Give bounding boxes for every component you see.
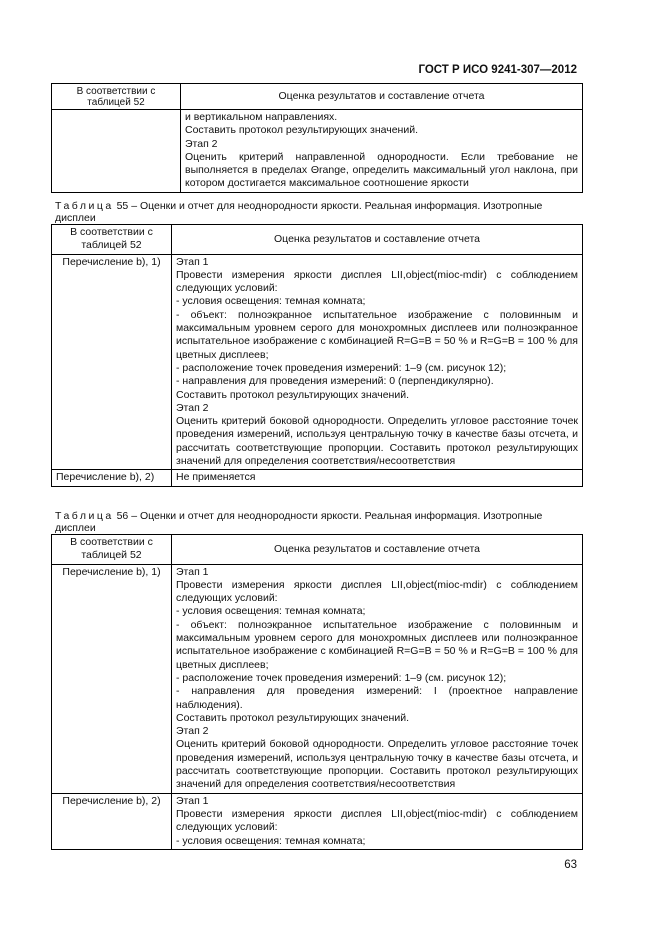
row-label: Перечисление b), 1) bbox=[52, 254, 172, 470]
text-line: Оценить критерий боковой однородности. Определить угловое расстояние точек проведения измерений, используя центральную точку в качестве базы отсчета, и рассчитать соответствующие пропорции. Составить протокол результирующих значений для определения соответствия/несоответствия bbox=[176, 738, 578, 791]
text-line: Этап 2 bbox=[185, 137, 218, 150]
text-line: - условия освещения: темная комната; bbox=[176, 605, 366, 618]
text-line: Этап 2 bbox=[176, 725, 209, 738]
table-header-row bbox=[52, 535, 583, 565]
table-row bbox=[52, 254, 583, 470]
col1-header: В соответствии с таблицей 52 bbox=[52, 84, 181, 110]
col1-header: В соответствии с таблицей 52 bbox=[52, 225, 172, 255]
standard-header: ГОСТ Р ИСО 9241-307—2012 bbox=[418, 64, 577, 76]
text-line: Этап 1 bbox=[176, 794, 209, 807]
col2-header: Оценка результатов и составление отчета bbox=[172, 535, 583, 565]
text-line: Этап 1 bbox=[176, 565, 209, 578]
page-number: 63 bbox=[564, 859, 577, 871]
table55-caption bbox=[55, 200, 579, 224]
caption-text: 56 – Оценки и отчет для неоднородности яркости. Реальная информация. Изотропные дисплеи bbox=[55, 510, 543, 534]
caption-prefix: Таблица bbox=[55, 510, 114, 522]
text-line: - расположение точек проведения измерений: 1–9 (см. рисунок 12); bbox=[176, 671, 507, 684]
row-label: Перечисление b), 1) bbox=[52, 564, 172, 793]
table-55 bbox=[51, 224, 583, 487]
text-line: - объект: полноэкранное испытательное изображение с половинным и максимальным уровнем серого для монохромных дисплеев или полноэкранное испытательное изображение с комбинацией R=G=B = 50 % и R=G=B = 100 % для цветных дисплеев; bbox=[176, 618, 578, 671]
caption-text: 55 – Оценки и отчет для неоднородности яркости. Реальная информация. Изотропные дисплеи bbox=[55, 200, 543, 224]
row-content bbox=[172, 793, 583, 849]
text-line: Составить протокол результирующих значений. bbox=[185, 124, 418, 137]
table-row bbox=[52, 564, 583, 793]
text-line: Оценить критерий боковой однородности. Определить угловое расстояние точек проведения измерений, используя центральную точку в качестве базы отсчета, и рассчитать соответствующие пропорции. Составить протокол результирующих значений для определения соответствия/несоответствия bbox=[176, 415, 578, 468]
text-line: Провести измерения яркости дисплея LII,object(mioc-mdir) с соблюдением следующих условий: bbox=[176, 578, 578, 605]
table-row bbox=[52, 793, 583, 849]
table56-caption bbox=[55, 510, 579, 534]
text-line: Этап 2 bbox=[176, 401, 209, 414]
row-content: Не применяется bbox=[172, 470, 583, 486]
row-content bbox=[172, 564, 583, 793]
row-label-empty bbox=[52, 110, 181, 193]
text-line: - условия освещения: темная комната; bbox=[176, 834, 366, 847]
text-line: - направления для проведения измерений: I (проектное направление наблюдения). bbox=[176, 685, 578, 711]
table-row bbox=[52, 110, 583, 193]
text-line: Этап 1 bbox=[176, 255, 209, 268]
row-label: Перечисление b), 2) bbox=[52, 793, 172, 849]
col1-header: В соответствии с таблицей 52 bbox=[52, 535, 172, 565]
caption-prefix: Таблица bbox=[55, 200, 114, 212]
text-line: - объект: полноэкранное испытательное изображение с половинным и максимальным уровнем серого для монохромных дисплеев или полноэкранное испытательное изображение с комбинацией R=G=B = 50 % и R=G=B = 100 % для цветных дисплеев; bbox=[176, 308, 578, 361]
text-line: - условия освещения: темная комната; bbox=[176, 295, 366, 308]
table-continuation bbox=[51, 83, 583, 193]
text-line: Составить протокол результирующих значений. bbox=[176, 388, 409, 401]
table-row bbox=[52, 470, 583, 486]
table-header-row bbox=[52, 84, 583, 110]
text-line: Оценить критерий направленной однородности. Если требование не выполняется в пределах Θrange, определить максимальный угол наклона, при котором достигается максимальное соотношение яркости bbox=[185, 150, 578, 190]
row-content bbox=[172, 254, 583, 470]
table-56 bbox=[51, 534, 583, 850]
text-line: Провести измерения яркости дисплея LII,object(mioc-mdir) с соблюдением следующих условий: bbox=[176, 807, 578, 834]
row-label: Перечисление b), 2) bbox=[52, 470, 172, 486]
text-line: - расположение точек проведения измерений: 1–9 (см. рисунок 12); bbox=[176, 361, 507, 374]
text-line: и вертикальном направлениях. bbox=[185, 111, 338, 123]
text-line: Провести измерения яркости дисплея LII,object(mioc-mdir) с соблюдением следующих условий: bbox=[176, 268, 578, 295]
table-header-row bbox=[52, 225, 583, 255]
text-line: - направления для проведения измерений: 0 (перпендикулярно). bbox=[176, 375, 494, 388]
col2-header: Оценка результатов и составление отчета bbox=[181, 84, 583, 110]
row-content bbox=[181, 110, 583, 193]
col2-header: Оценка результатов и составление отчета bbox=[172, 225, 583, 255]
text-line: Составить протокол результирующих значений. bbox=[176, 711, 409, 724]
